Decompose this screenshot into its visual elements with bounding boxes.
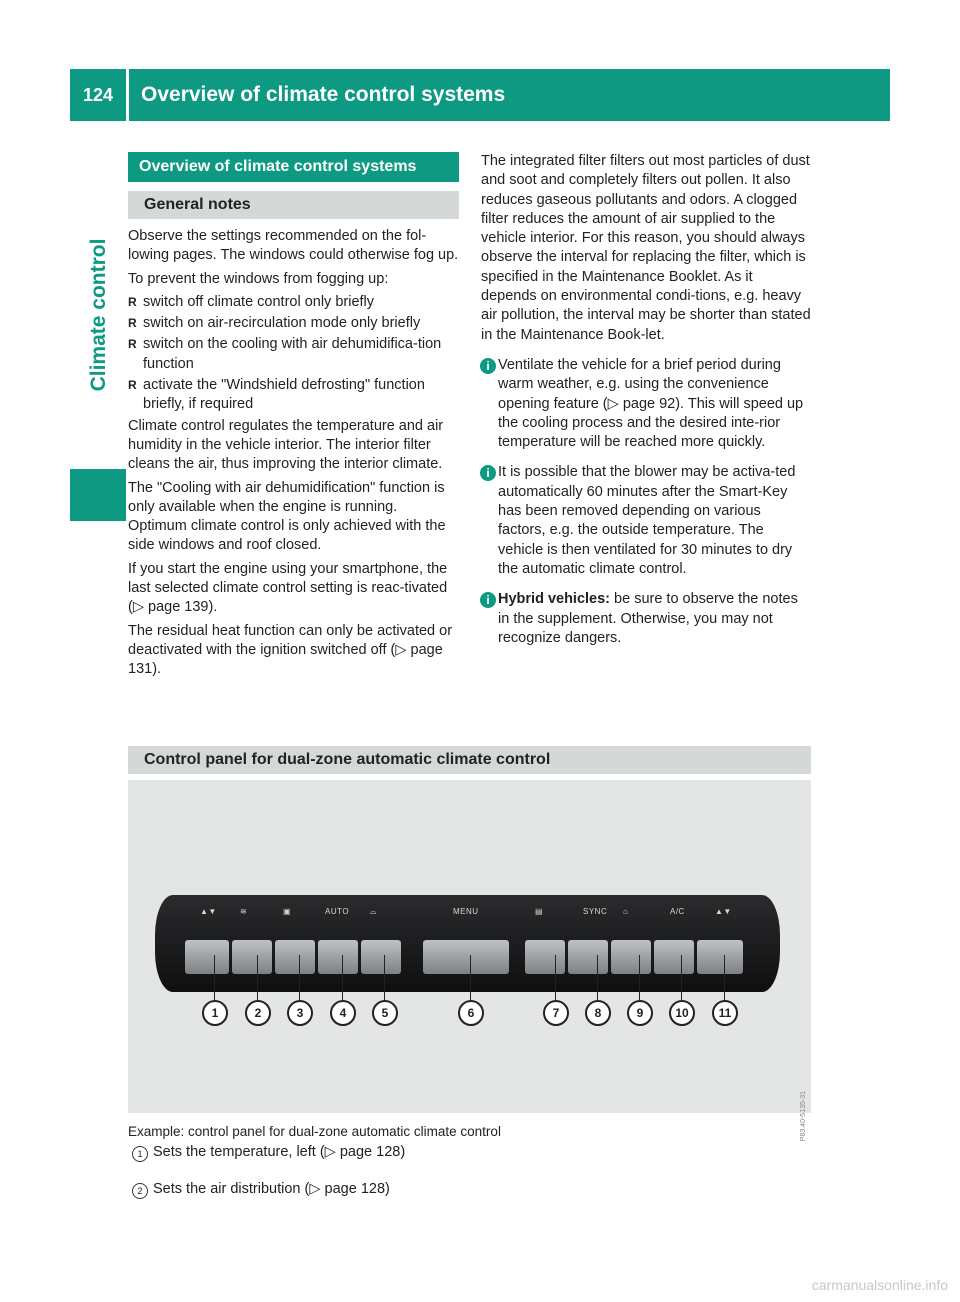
legend-item [128,1144,960,1160]
panel-button [275,940,315,974]
legend-text: Sets the temperature, left (▷ page 128) [153,1144,406,1160]
sidebar-chapter-label [84,238,114,392]
windshield-defrost-icon: ⌓ [370,907,377,916]
info-note [481,356,812,452]
callout-leader [257,955,258,1000]
section-title: Overview of climate control systems [128,152,459,182]
paragraph: If you start the engine using your smartphone, the last selected climate control setting is reac-tivated (▷ page 139). [128,560,448,616]
panel-button [423,940,509,974]
callout-leader [470,955,471,1000]
subsection-title: General notes [128,191,459,219]
panel-button [697,940,743,974]
panel-button [568,940,608,974]
info-text: It is possible that the blower may be activa-ted automatically 60 minutes after the Smart-Key has been removed depending on various factors, e.g. the outside temperature. The vehicle is then ventilated for 30 minutes to dry the automatic climate control. [498,464,796,577]
photo-id: P83.40-5135-31 [800,1091,807,1142]
info-icon: i [480,592,496,608]
climate-panel-graphic [155,895,780,992]
rear-defrost-icon: ▤ [535,907,544,916]
callout-8: 8 [585,1000,611,1026]
paragraph: Climate control regulates the temperature and air humidity in the vehicle interior. The interior filter cleans the air, thus improving the interior climate. [128,417,444,473]
info-bold-label: Hybrid vehicles: [498,591,611,608]
fan-icon: ≋ [240,907,248,916]
page-number: 124 [82,85,114,105]
info-icon: i [480,358,496,374]
callout-10: 10 [669,1000,695,1026]
callout-leader [681,955,682,1000]
sync-label: SYNC [583,907,608,916]
bullet-item: R switch on air-recirculation mode only briefly [128,314,459,333]
temp-arrows-left-icon: ▲▼ [200,907,217,916]
paragraph: Observe the settings recommended on the fol-lowing pages. The windows could otherwise fog up. [128,228,459,264]
figure-caption: Example: control panel for dual-zone automatic climate control [128,1124,501,1139]
panel-button [318,940,358,974]
callout-leader [384,955,385,1000]
temp-arrows-right-icon: ▲▼ [715,907,732,916]
paragraph: The residual heat function can only be activated or deactivated with the ignition switched off (▷ page 131). [128,622,453,678]
car-recirc-icon: ⌂ [623,907,629,916]
legend-item [128,1181,960,1197]
callout-5: 5 [372,1000,398,1026]
bullet-item: R switch off climate control only briefly [128,293,459,312]
auto-label: AUTO [325,907,350,916]
callout-leader [299,955,300,1000]
watermark: carmanualsonline.info [811,1277,948,1293]
bullet-item: R switch on the cooling with air dehumidifica-tion function [128,335,459,374]
legend-number: 1 [132,1146,148,1162]
panel-button [185,940,229,974]
paragraph: The integrated filter filters out most particles of dust and soot and completely filters out pollen. It also reduces gaseous pollutants and odors. A clogged filter reduces the amount of air supplied to the vehicle interior. For this reason, you should always observe the interval for replacing the filter, which is specified in the Maintenance Booklet. As it depends on environmental condi-tions, e.g. heavy air pollution, the interval may be shorter than stated in the Maintenance Book-let. [481,153,811,343]
info-icon: i [480,465,496,481]
callout-leader [724,955,725,1000]
info-note [481,463,812,579]
right-column [481,152,812,648]
callout-9: 9 [627,1000,653,1026]
ac-label: A/C [670,907,685,916]
callout-1: 1 [202,1000,228,1026]
menu-label: MENU [453,907,479,916]
panel-button [654,940,694,974]
panel-button [525,940,565,974]
panel-button [232,940,272,974]
callout-leader [342,955,343,1000]
panel-button [361,940,401,974]
callout-leader [597,955,598,1000]
panel-button [611,940,651,974]
info-text: Ventilate the vehicle for a brief period during warm weather, e.g. using the convenience opening feature (▷ page 92). This will speed up the cooling process and the desired inte-rior temperature will be reached more quickly. [498,356,804,451]
left-column [128,152,459,680]
paragraph: To prevent the windows from fogging up: [128,270,389,287]
callout-2: 2 [245,1000,271,1026]
callout-leader [555,955,556,1000]
bullet-item: R activate the "Windshield defrosting" function briefly, if required [128,376,459,415]
header-divider [126,69,129,121]
callout-11: 11 [712,1000,738,1026]
control-panel-title: Control panel for dual-zone automatic climate control [128,746,811,774]
legend-number: 2 [132,1183,148,1199]
info-note [481,590,812,648]
sidebar-chapter-text: Climate control [87,238,110,392]
callout-3: 3 [287,1000,313,1026]
paragraph: The "Cooling with air dehumidification" function is only available when the engine is running. Optimum climate control is only achieved with the side windows and roof closed. [128,479,446,554]
callout-7: 7 [543,1000,569,1026]
legend-text: Sets the air distribution (▷ page 128) [153,1181,390,1197]
callout-4: 4 [330,1000,356,1026]
callout-leader [639,955,640,1000]
info-text: be sure to observe the notes in the supplement. Otherwise, you may not recognize dangers. [498,591,798,646]
sidebar-marker [70,469,126,521]
callout-leader [214,955,215,1000]
page-header-title: Overview of climate control systems [141,83,506,106]
callout-6: 6 [458,1000,484,1026]
recirculation-icon: ▣ [283,907,292,916]
